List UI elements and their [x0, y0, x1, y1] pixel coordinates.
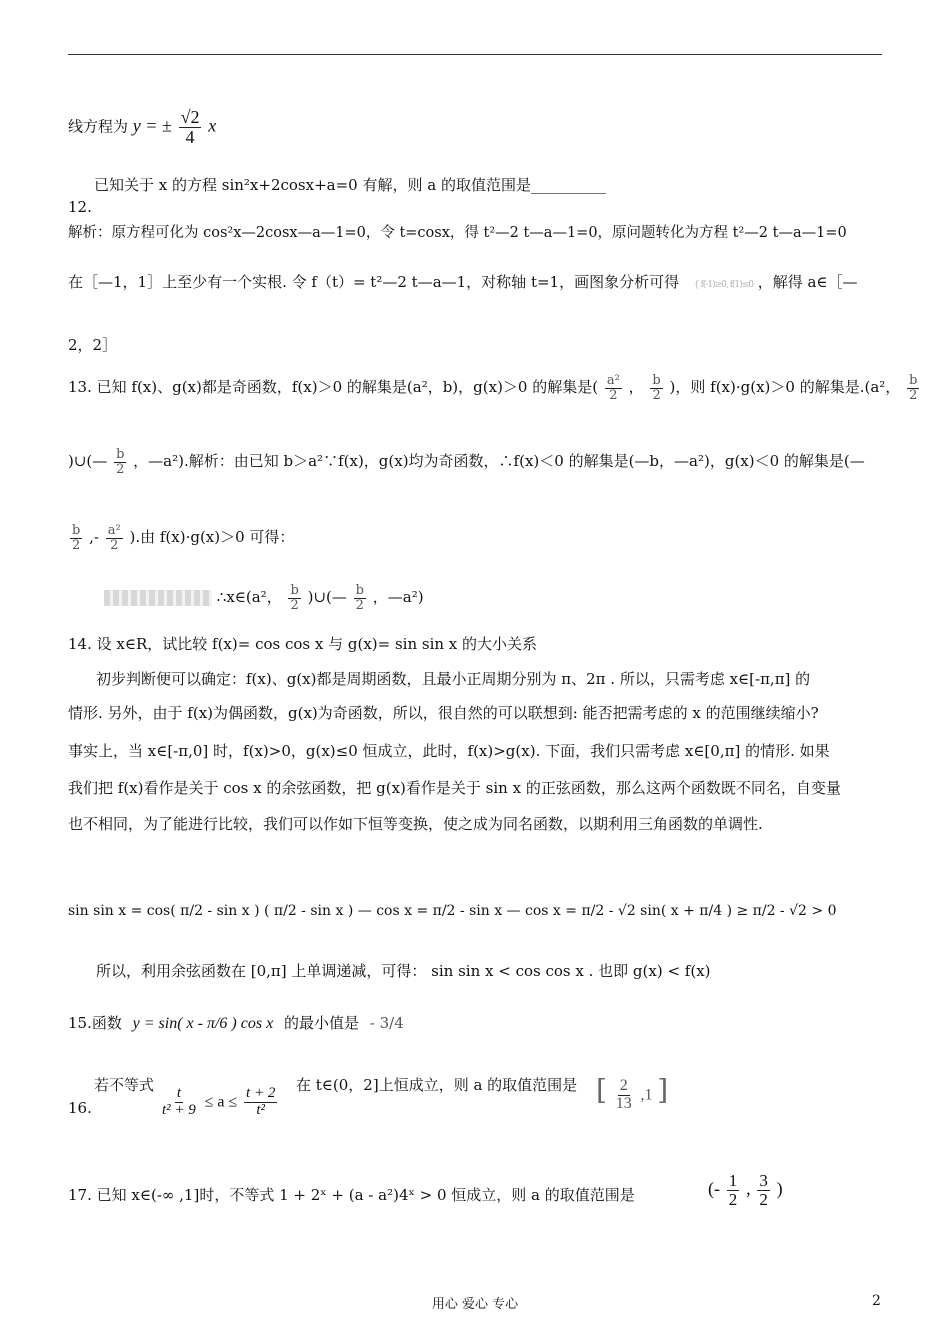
problem-14-derivation: sin sin x = cos( π/2 - sin x ) ( π/2 - sin x ) — cos x = π/2 - sin x — cos x = π/2 - √2 sin( x + π/4 ) ≥ π/2 - √2 > 0 — [68, 903, 837, 919]
answer-open: (- — [708, 1178, 720, 1199]
fraction — [106, 524, 123, 552]
fraction — [614, 1078, 634, 1113]
fraction-denominator: 2 — [72, 537, 81, 553]
condition-brace: { f(-1)≥0, f(1)≤0 — [693, 280, 753, 290]
fraction — [160, 1086, 198, 1119]
fraction — [907, 374, 919, 402]
answer-separator: , — [746, 1178, 751, 1199]
asymptote-rhs: x — [208, 115, 217, 136]
fraction-numerator: b — [290, 583, 299, 598]
problem-17 — [68, 1184, 635, 1206]
function-expression: y = sin( x - π/6 ) cos x — [132, 1015, 274, 1032]
fraction-numerator: b — [652, 373, 661, 388]
problem-text: 17. 已知 — [68, 1186, 127, 1204]
fraction — [605, 374, 622, 402]
problem-13-solution-2 — [68, 524, 294, 552]
problem-math: x∈(-∞ ,1]时，不等式 1 + 2ˣ + (a - a²)4ˣ > 0 恒成立，则 a 的取值范围是 — [131, 1186, 635, 1204]
fraction — [757, 1172, 770, 1209]
problem-text: 的最小值是 — [283, 1014, 359, 1032]
fraction-denominator: 2 — [110, 537, 119, 553]
problem-13-result — [104, 584, 424, 612]
fraction-numerator: 2 — [619, 1077, 628, 1094]
result-text: ∴x∈(a²， — [216, 588, 282, 607]
fraction-denominator: t² + 9 — [162, 1101, 196, 1118]
solution-text: 在［—1，1］上至少有一个实根. 令 f（t）= t²—2 t—a—1，对称轴 t=1，画图象分析可得 — [68, 273, 680, 291]
problem-12-number: 12. — [68, 198, 92, 216]
problem-13-solution-1 — [68, 448, 865, 476]
header-rule — [68, 54, 882, 55]
fraction-numerator: 1 — [728, 1171, 738, 1190]
problem-14-statement: 14. 设 x∈R，试比较 f(x)= cos cos x 与 g(x)= sin sin x 的大小关系 — [68, 635, 538, 653]
problem-16-text-b: 在 t∈(0，2]上恒成立，则 a 的取值范围是 — [296, 1076, 578, 1094]
result-text: ，—a²) — [372, 588, 424, 607]
fraction — [288, 584, 300, 612]
problem-14-para-2: 情形. 另外，由于 f(x)为偶函数，g(x)为奇函数，所以，很自然的可以联想到: 能否把需考虑的 x 的范围继续缩小? — [68, 704, 819, 722]
problem-14-conclusion: 所以，利用余弦函数在 [0,π] 上单调递减，可得： sin sin x < cos cos x . 也即 g(x) < f(x) — [96, 962, 711, 980]
problem-14-para-3: 事实上，当 x∈[-π,0] 时，f(x)>0，g(x)≤0 恒成立，此时，f(x)>g(x). 下面，我们只需考虑 x∈[0,π] 的情形. 如果 — [68, 742, 830, 760]
result-text: )∪(— — [307, 588, 347, 607]
fraction-denominator: 2 — [759, 1189, 768, 1209]
fraction-numerator: b — [72, 523, 81, 538]
fraction-denominator: 2 — [355, 597, 364, 613]
fraction-denominator: 13 — [615, 1094, 632, 1112]
fraction — [70, 524, 82, 552]
page-number: 2 — [872, 1293, 881, 1309]
answer: - 3/4 — [369, 1014, 404, 1032]
fraction-denominator: 2 — [290, 597, 299, 613]
problem-13-statement — [68, 374, 921, 402]
problem-17-answer — [708, 1172, 783, 1209]
fraction-denominator: 2 — [609, 387, 618, 403]
fraction-denominator: 2 — [652, 387, 661, 403]
problem-15 — [68, 1012, 404, 1035]
asymptote-prefix: 线方程为 — [68, 117, 129, 136]
bracket-right: ] — [657, 1073, 669, 1107]
fraction-numerator: t — [176, 1085, 181, 1101]
separator: ， — [628, 378, 644, 397]
answer-close: ) — [776, 1178, 783, 1199]
fraction — [650, 374, 662, 402]
fraction-denominator: 2 — [728, 1189, 738, 1209]
problem-12-range: 2，2］ — [68, 336, 118, 354]
fraction-denominator: 4 — [185, 126, 195, 147]
statement-text: 13. 已知 f(x)、g(x)都是奇函数，f(x)＞0 的解集是(a²，b)，g(x)＞0 的解集是( — [68, 378, 599, 397]
separator: ,- — [89, 528, 99, 547]
problem-12-solution-2 — [68, 271, 858, 296]
problem-16-number: 16. — [68, 1099, 92, 1117]
fraction-denominator: 2 — [116, 461, 125, 477]
solution-text: )∪(— — [68, 452, 108, 471]
problem-14-para-4: 我们把 f(x)看作是关于 cos x 的余弦函数，把 g(x)看作是关于 sin x 的正弦函数，那么这两个函数既不同名，自变量 — [68, 779, 841, 797]
fraction-numerator: a² — [606, 373, 620, 388]
solution-text: ).由 f(x)·g(x)＞0 可得： — [129, 528, 295, 547]
fraction — [114, 448, 126, 476]
fraction — [354, 584, 366, 612]
problem-text: 15.函数 — [68, 1014, 122, 1032]
inequality-symbols: ≤ a ≤ — [204, 1093, 238, 1111]
problem-12-solution-1: 解析：原方程可化为 cos²x—2cosx—a—1=0，令 t=cosx，得 t²—2 t—a—1=0，原问题转化为方程 t²—2 t—a—1=0 — [68, 225, 847, 241]
fraction-denominator: t² — [256, 1101, 266, 1118]
page-footer: 用心 爱心 专心 — [431, 1297, 519, 1312]
fraction-denominator: 2 — [909, 387, 918, 403]
problem-16-answer — [596, 1073, 669, 1113]
fraction-numerator: 3 — [759, 1171, 768, 1190]
answer-tail: ,1 — [640, 1086, 653, 1104]
fraction — [727, 1172, 740, 1209]
fraction-numerator: t + 2 — [246, 1085, 276, 1101]
problem-16-inequality — [158, 1086, 279, 1119]
statement-text: )，则 f(x)·g(x)＞0 的解集是.(a²， — [669, 378, 901, 397]
solution-text: ，—a²).解析：由已知 b＞a²∵f(x)，g(x)均为奇函数，∴f(x)＜0 的解集是(—b，—a²)，g(x)＜0 的解集是(— — [133, 452, 865, 471]
fraction-numerator: a² — [107, 523, 121, 538]
fraction — [244, 1086, 277, 1119]
fraction-numerator: b — [355, 583, 364, 598]
solution-result: ，解得 a∈［— — [757, 273, 858, 291]
system-brace-graphic — [104, 590, 212, 606]
asymptote-line — [68, 108, 216, 147]
problem-16-text-a: 若不等式 — [94, 1076, 155, 1094]
asymptote-fraction — [179, 108, 202, 147]
problem-14-para-1: 初步判断便可以确定：f(x)、g(x)都是周期函数，且最小正周期分别为 π、2π . 所以，只需考虑 x∈[-π,π] 的 — [96, 670, 811, 688]
bracket-left: [ — [596, 1073, 607, 1107]
problem-12-statement: 已知关于 x 的方程 sin²x+2cosx+a=0 有解，则 a 的取值范围是__________ — [94, 176, 606, 194]
fraction-numerator: b — [116, 447, 125, 462]
fraction-numerator: √2 — [180, 107, 200, 127]
fraction-numerator: b — [909, 373, 918, 388]
asymptote-lhs: y = ± — [132, 115, 172, 136]
problem-14-para-5: 也不相同，为了能进行比较，我们可以作如下恒等变换，使之成为同名函数，以期利用三角函数的单调性. — [68, 815, 763, 833]
